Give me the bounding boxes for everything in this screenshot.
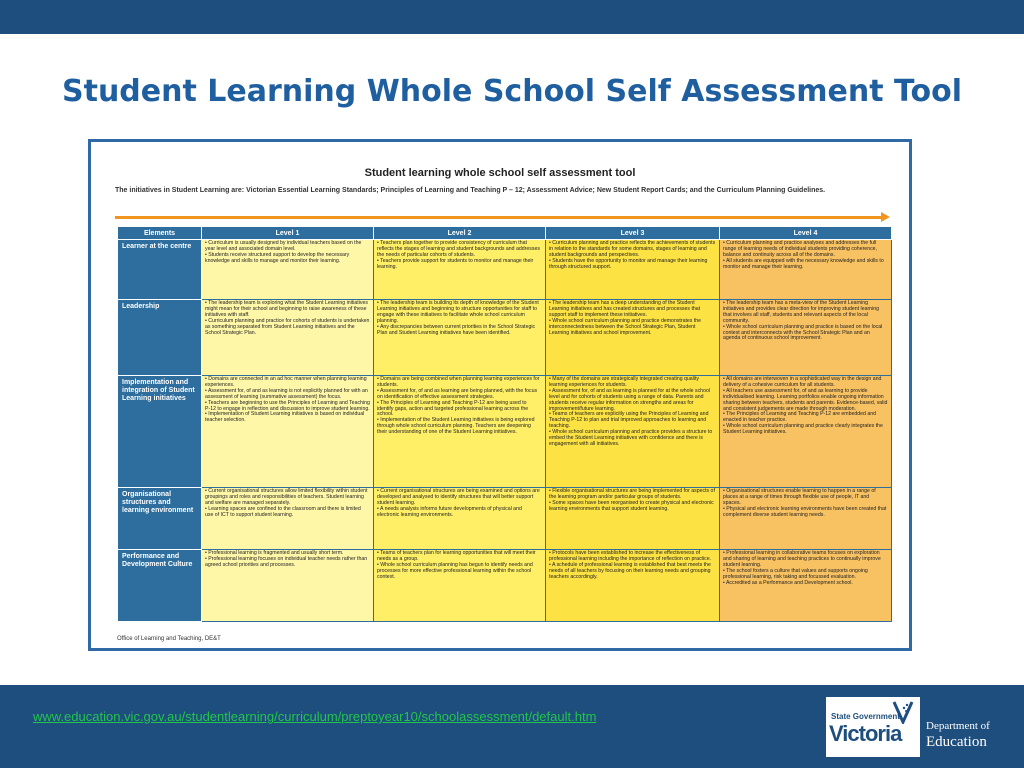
table-row [118, 550, 892, 622]
matrix-header-row [118, 227, 892, 240]
arrow-right-icon [881, 212, 890, 222]
header-level-1: Level 1 [202, 227, 374, 240]
element-cell: Performance and Development Culture [118, 550, 202, 622]
level-4-cell: • Curriculum planning and practice analyses and addresses the full range of learning needs of individual students providing coherence, balance and continuity across all of the domains. • All students are equipped with the necessary knowledge and skills to monitor and manage their learning. [720, 240, 892, 300]
element-cell: Learner at the centre [118, 240, 202, 300]
bottom-banner [0, 685, 1024, 768]
logo-state-government: State Government [831, 712, 900, 721]
level-1-cell: • Domains are connected in an ad hoc manner when planning learning experiences. • Assessment for, of and as learning is not explicitly planned for with an assessment of learning (summative assessment) the focus. • Teachers are beginning to use the Principles of Learning and Teaching P-12 to engage in reflection and discussion to improve student learning. • Implementation of Student Learning initiatives is based on individual teacher selection. [202, 376, 374, 488]
level-4-cell: • The leadership team has a meta-view of the Student Learning initiatives and provides clear direction for improving student learning that involves all staff, students and relevant aspects of the local community. • Whole school curriculum planning and practice is based on the local context and interconnects with the School Strategic Plan and an agenda of continuous school improvement. [720, 300, 892, 376]
department-label: Department of [926, 720, 990, 732]
level-2-cell: • Domains are being combined when planning learning experiences for students. • Assessment for, of and as learning are being planned, with the focus on identification of effective assessment strategies. • The Principles of Learning and Teaching P-12 are being used to identify gaps, action and targeted professional learning across the school. • Implementation of the Student Learning initiatives is being explored through whole school curriculum planning. Teachers are deepening their understanding of one of the Student Learning initiatives. [374, 376, 546, 488]
header-level-4: Level 4 [720, 227, 892, 240]
element-cell: Leadership [118, 300, 202, 376]
level-4-cell: • Organisational structures enable learning to happen in a range of places at a range of times through flexible use of people, IT and spaces. • Physical and electronic learning environments have been created that complement diverse student learning needs. [720, 488, 892, 550]
document-footer: Office of Learning and Teaching, DE&T [117, 636, 221, 642]
level-3-cell: • Protocols have been established to increase the effectiveness of professional learning including the importance of reflection on practice. • A schedule of professional learning is established that best meets the needs of all teachers by focusing on their learning needs and grouping teachers accordingly. [546, 550, 720, 622]
element-cell: Implementation and integration of Student Learning initiatives [118, 376, 202, 488]
level-1-cell: • The leadership team is exploring what the Student Learning initiatives might mean for their school and beginning to raise awareness of these initiatives with staff. • Curriculum planning and practice for cohorts of students is undertaken as something separated from Student Learning initiatives and the School Strategic Plan. [202, 300, 374, 376]
level-3-cell: • Flexible organisational structures are being implemented for aspects of the learning program and/or particular groups of students. • Some spaces have been reorganised to create physical and electronic learning environments that support student learning. [546, 488, 720, 550]
level-2-cell: • Teachers plan together to provide consistency of curriculum that reflects the stages of learning and student backgrounds and addresses the needs of particular cohorts of students. • Teachers provide support for students to monitor and manage their learning. [374, 240, 546, 300]
level-4-cell: • Professional learning in collaborative teams focuses on exploration and sharing of learning and teaching practices to continually improve student learning. • The school fosters a culture that values and supports ongoing professional learning, risk taking and focussed evaluation. • Accredited as a Performance and Development school. [720, 550, 892, 622]
level-2-cell: • Current organisational structures are being examined and options are developed and analysed to identify structures that will better support student learning. • A needs analysis informs future developments of physical and electronic learning environments. [374, 488, 546, 550]
level-3-cell: • The leadership team has a deep understanding of the Student Learning initiatives and has created structures and processes that support staff to implement these initiatives. • Whole school curriculum planning and practice demonstrates the interconnectedness between the School Strategic Plan, Student Learning initiatives and school improvement. [546, 300, 720, 376]
element-cell: Organisational structures and learning environment [118, 488, 202, 550]
level-2-cell: • Teams of teachers plan for learning opportunities that will meet their needs as a group. • Whole school curriculum planning has begun to identify needs and processes for more effective professional learning within the school context. [374, 550, 546, 622]
table-row [118, 488, 892, 550]
document-title: Student learning whole school self assessment tool [364, 167, 636, 179]
level-4-cell: • All domains are interwoven in a sophisticated way in the design and delivery of a cohesive curriculum for all students. • All teachers use assessment for, of and as learning to provide individualised learning. Learning portfolios enable ongoing information sharing between teachers, students and parents. Evidence-based, valid and consistent judgements are made through moderation. • The Principles of Learning and Teaching P-12 are embedded and enacted in teacher practice. • Whole school curriculum planning and practice clearly integrates the Student Learning initiatives. [720, 376, 892, 488]
table-row [118, 240, 892, 300]
slide-title: Student Learning Whole School Self Assessment Tool [62, 74, 962, 109]
level-1-cell: • Current organisational structures allow limited flexibility within student groupings and roles and responsibilities of teachers. Student learning and welfare are managed separately. • Learning spaces are confined to the classroom and there is limited use of ICT to support student learning. [202, 488, 374, 550]
header-elements: Elements [118, 227, 202, 240]
header-level-2: Level 2 [374, 227, 546, 240]
victoria-logo [826, 697, 920, 757]
level-3-cell: • Many of the domains are strategically integrated creating quality learning experiences for students. • Assessment for, of and as learning is planned for at the whole school level and for cohorts of students using a range of data. Parents and students receive regular information on strengths and areas for improvement/future learning. • Teams of teachers are explicitly using the Principles of Learning and Teaching P-12 to plan and trial improved approaches to learning and teaching. • Whole school curriculum planning and practice provides a structure to embed the Student Learning initiatives with confidence and there is engagement with all initiatives. [546, 376, 720, 488]
level-2-cell: • The leadership team is building its depth of knowledge of the Student Learning initiatives and beginning to structure opportunities for staff to engage with these initiatives to facilitate whole school curriculum planning. • Any discrepancies between current priorities in the School Strategic Plan and Student Learning initiatives have been identified. [374, 300, 546, 376]
source-url-link[interactable]: www.education.vic.gov.au/studentlearning/curriculum/preptoyear10/schoolassessment/default.htm [33, 709, 597, 724]
progression-arrow-line [115, 216, 883, 219]
document-image [88, 139, 912, 651]
top-banner [0, 0, 1024, 34]
document-intro: The initiatives in Student Learning are: Victorian Essential Learning Standards; Principles of Learning and Teaching P – 12; Assessment Advice; New Student Report Cards; and the Curriculum Planning Guidelines. [115, 187, 826, 194]
level-1-cell: • Professional learning is fragmented and usually short term. • Professional learning focuses on individual teacher needs rather than agreed school priorities and processes. [202, 550, 374, 622]
logo-victoria: Victoria [829, 721, 902, 746]
level-1-cell: • Curriculum is usually designed by individual teachers based on the year level and associated domain level. • Students receive structured support to develop the necessary knowledge and skills to manage and monitor their learning. [202, 240, 374, 300]
table-row [118, 300, 892, 376]
table-row [118, 376, 892, 488]
department-name: Education [926, 734, 987, 750]
level-3-cell: • Curriculum planning and practice reflects the achievements of students in relation to the standards for some domains, stages of learning and student backgrounds and perspectives. • Students have the opportunity to monitor and manage their learning through structured support. [546, 240, 720, 300]
assessment-matrix [117, 226, 892, 622]
header-level-3: Level 3 [546, 227, 720, 240]
